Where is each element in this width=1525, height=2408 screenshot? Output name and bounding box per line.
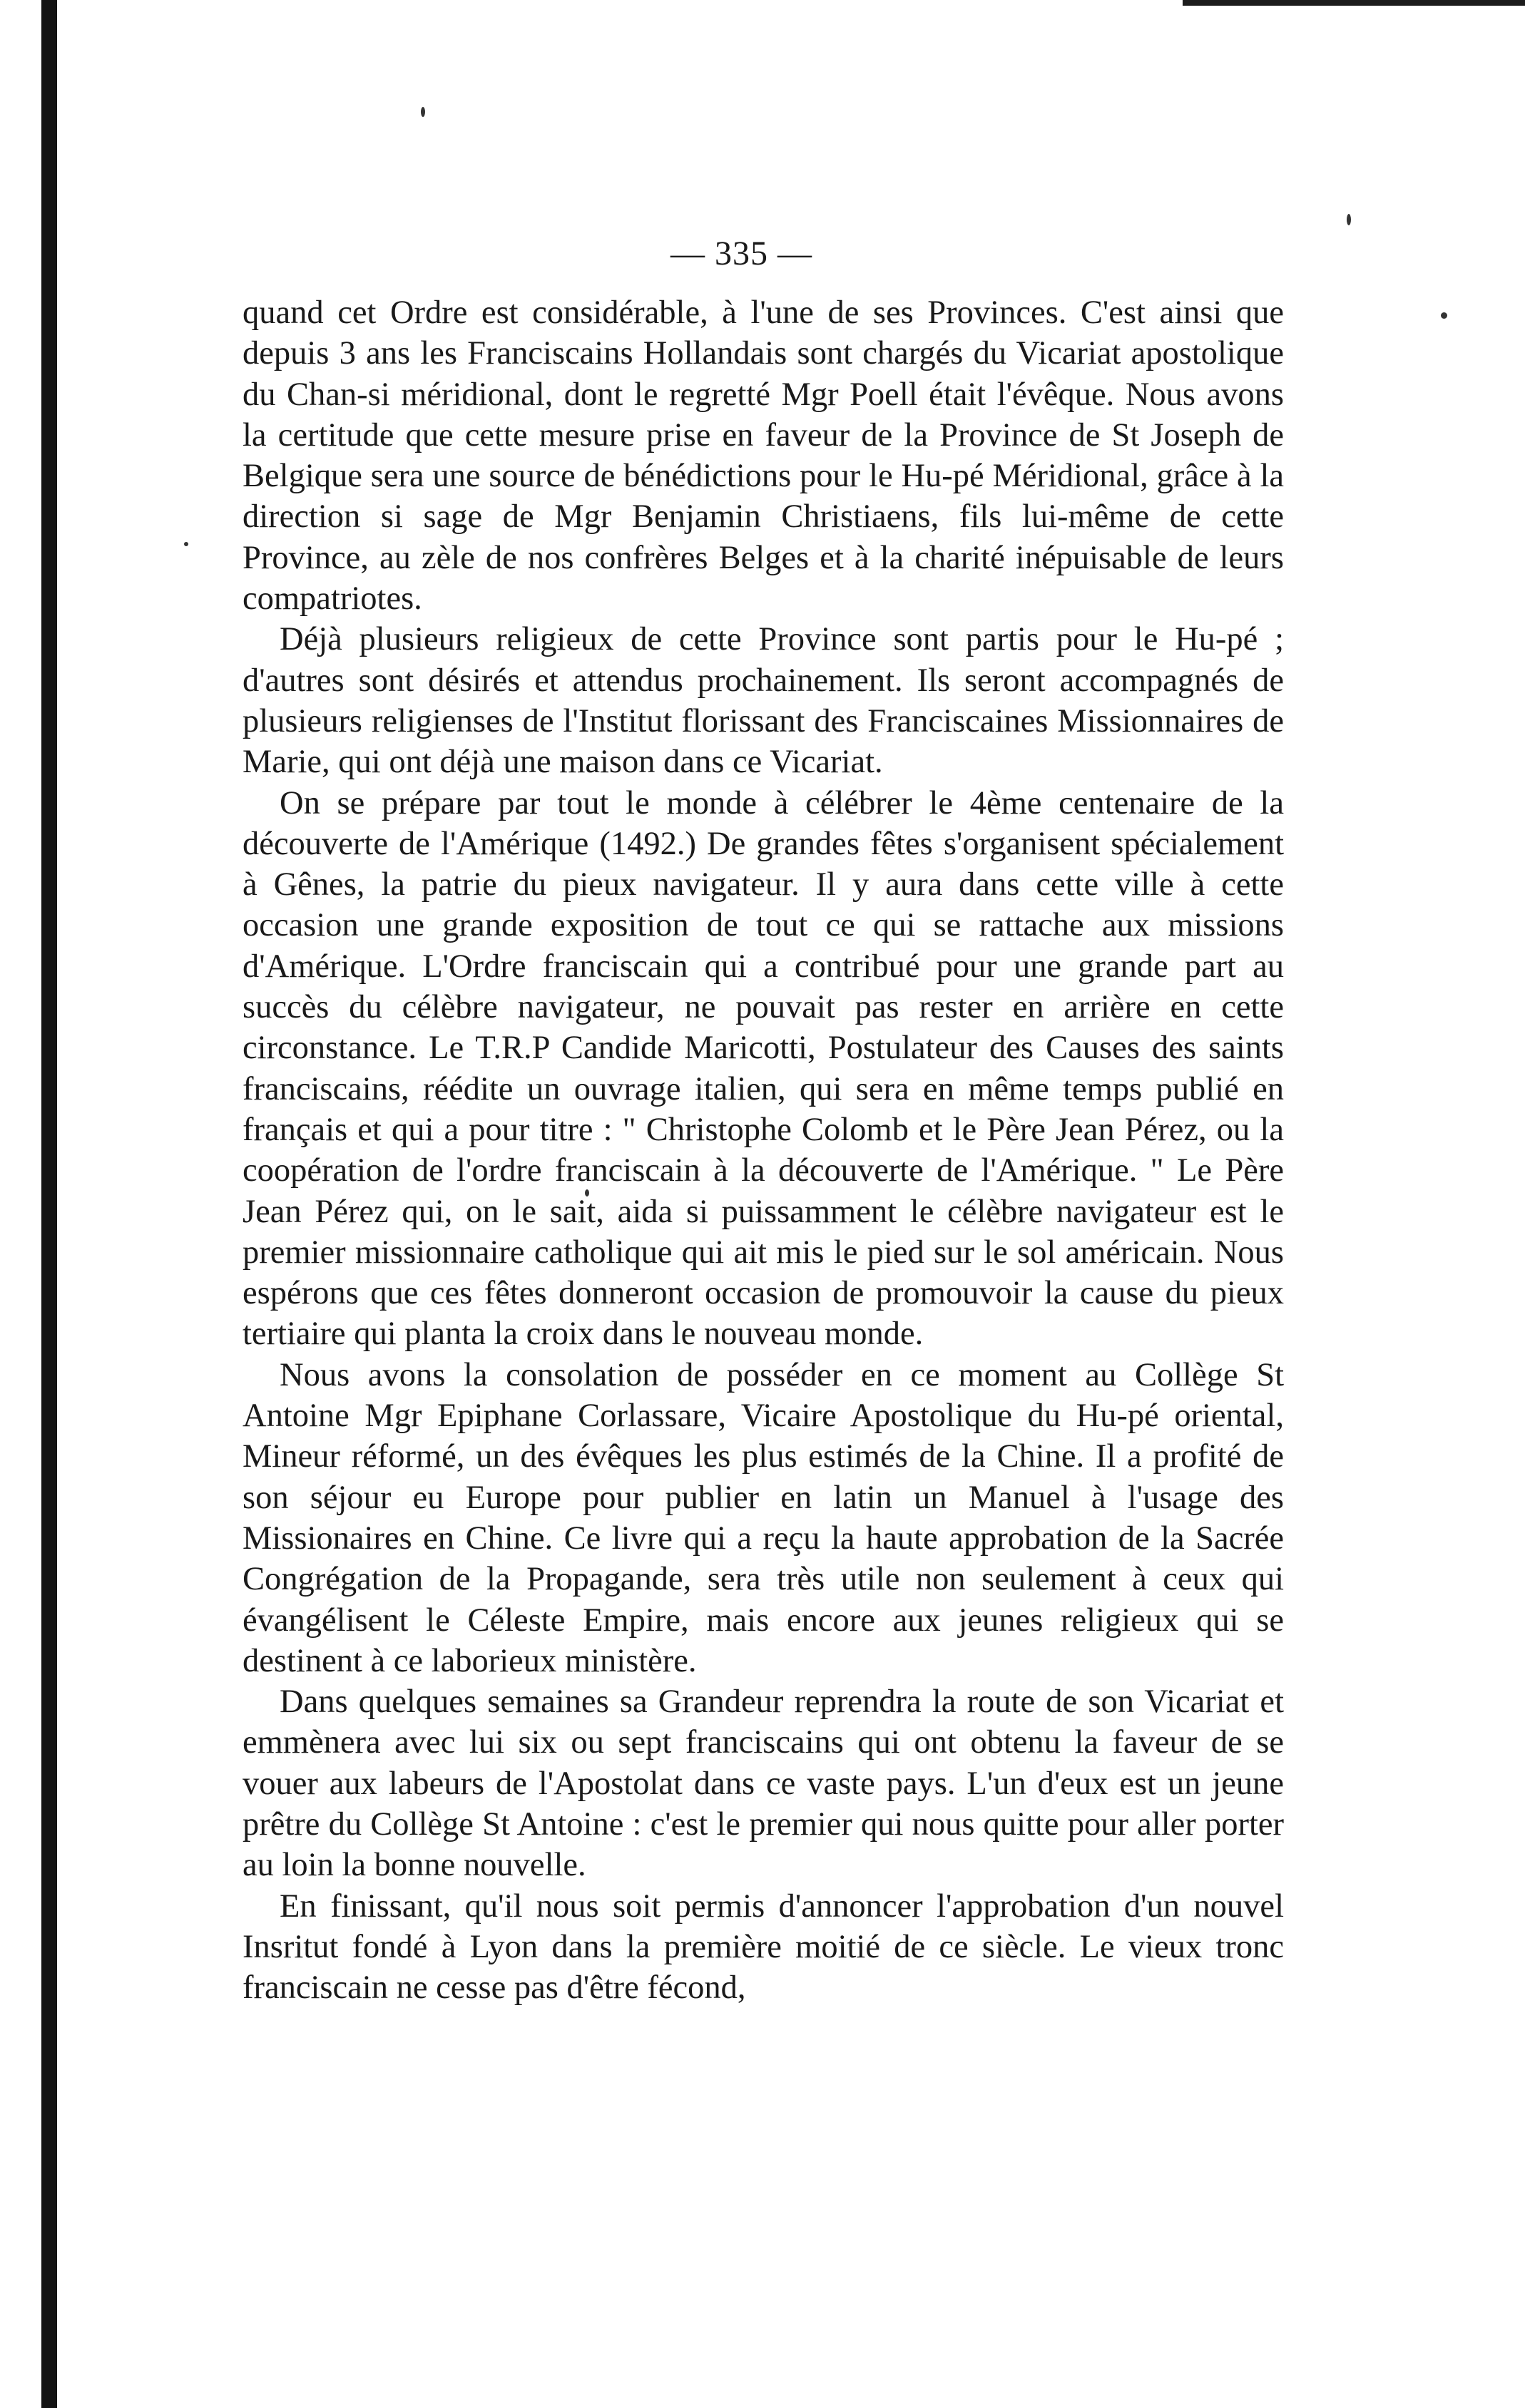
paragraph: En finissant, qu'il nous soit permis d'annoncer l'approbation d'un nouvel Insritut fondé à Lyon dans la première moitié de ce siècle. Le vieux tronc franciscain ne cesse pas d'être fécond,: [243, 1887, 1284, 2007]
scan-speck: [1347, 214, 1351, 225]
scan-speck: [1441, 312, 1447, 319]
paragraph: On se prépare par tout le monde à célébrer le 4ème centenaire de la découverte de l'Amérique (1492.) De grandes fêtes s'organisent spécialement à Gênes, la patrie du pieux navigateur. Il y aura dans cette ville à cette occasion une grande exposition de tout ce qui se rattache aux missions d'Amérique. L'Ordre franciscain qui a contribué pour une grande part au succès du célèbre navigateur, ne pouvait pas rester en arrière en cette circonstance. Le T.R.P Candide Maricotti, Postulateur des Causes des saints franciscains, réédite un ouvrage italien, qui sera en même temps publié en français et qui a pour titre : " Christophe Colomb et le Père Jean Pérez, ou la coopération de l'ordre franciscain à la découverte de l'Amérique. " Le Père Jean Pérez qui, on le sait, aida si puissamment le célèbre navigateur est le premier missionnaire catholique qui ait mis le pied sur le sol américain. Nous espérons que ces fêtes donneront occasion de promouvoir la cause du pieux tertiaire qui planta la croix dans le nouveau monde.: [243, 784, 1284, 1353]
paragraph: Dans quelques semaines sa Grandeur reprendra la route de son Vicariat et emmènera avec lui six ou sept franciscains qui ont obtenu la faveur de se vouer aux labeurs de l'Apostolat dans ce vaste pays. L'un d'eux est un jeune prêtre du Collège St Antoine : c'est le premier qui nous quitte pour aller porter au loin la bonne nouvelle.: [243, 1684, 1284, 1884]
paragraph: Déjà plusieurs religieux de cette Province sont partis pour le Hu-pé ; d'autres sont désirés et attendus prochainement. Ils seront accompagnés de plusieurs religienses de l'Institut florissant des Franciscaines Missionnaires de Marie, qui ont déjà une maison dans ce Vicariat.: [243, 621, 1284, 781]
top-rule: [1183, 0, 1525, 6]
scan-speck: [184, 542, 188, 546]
binding-edge: [41, 0, 57, 2408]
paragraph: quand cet Ordre est considérable, à l'une de ses Provinces. C'est ainsi que depuis 3 ans les Franciscains Hollandais sont chargés du Vicariat apostolique du Chan-si méridional, dont le regretté Mgr Poell était l'évêque. Nous avons la certitude que cette mesure prise en faveur de la Province de St Joseph de Belgique sera une source de bénédictions pour le Hu-pé Méridional, grâce à la direction si sage de Mgr Benjamin Christiaens, fils lui-même de cette Province, au zèle de nos confrères Belges et à la charité inépuisable de leurs compatriotes.: [243, 294, 1284, 618]
paragraph: Nous avons la consolation de posséder en ce moment au Collège St Antoine Mgr Epiphane Corlassare, Vicaire Apostolique du Hu-pé oriental, Mineur réformé, un des évêques les plus estimés de la Chine. Il a profité de son séjour eu Europe pour publier en latin un Manuel à l'usage des Missionaires en Chine. Ce livre qui a reçu la haute approbation de la Sacrée Congrégation de la Propagande, sera très utile non seulement à ceux qui évangélisent le Céleste Empire, mais encore aux jeunes religieux qui se destinent à ce laborieux ministère.: [243, 1356, 1284, 1679]
scan-speck: [421, 107, 425, 117]
page-body: [243, 292, 1284, 2008]
page-number: — 335 —: [670, 235, 812, 272]
